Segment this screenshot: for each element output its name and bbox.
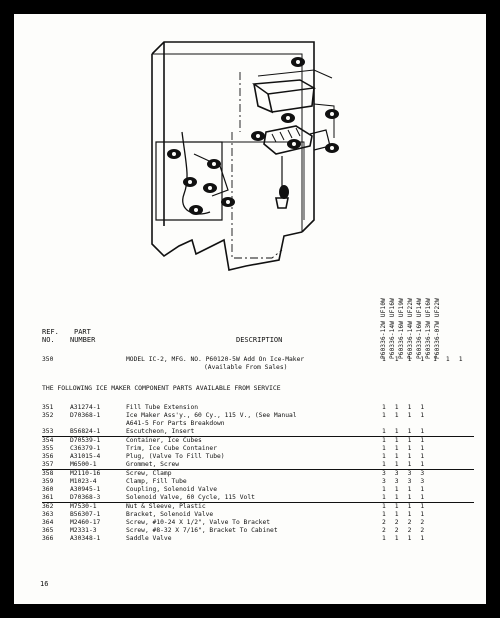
table-row [14, 511, 486, 519]
description: Fill Tube Extension [126, 404, 199, 411]
part-number: B56824-1 [70, 428, 101, 435]
ice-maker-exploded-diagram [14, 14, 486, 284]
description: Escutcheon, Insert [126, 428, 195, 435]
quantities: 3 3 3 3 [382, 470, 427, 477]
quantities: 1 1 1 1 [382, 453, 427, 460]
quantities: 1 1 1 1 [382, 428, 427, 435]
ref-no: 366 [42, 535, 54, 542]
description: A641-5 For Parts Breakdown [126, 420, 225, 427]
table-row [14, 486, 486, 494]
quantities: 1 1 1 1 [382, 437, 427, 444]
table-row [14, 461, 486, 469]
ref-no: 356 [42, 453, 54, 460]
description: MODEL IC-2, MFG. NO. P60120-5W Add On Ice-Maker [126, 356, 305, 363]
description: Trim, Ice Cube Container [126, 445, 217, 452]
description: Grommet, Screw [126, 461, 180, 468]
description: Screw, Clamp [126, 470, 172, 477]
part-number: M1023-4 [70, 478, 97, 485]
ref-no: 361 [42, 494, 54, 501]
model-column-6: P60336-13W UF16W [425, 298, 432, 359]
ref-no: 365 [42, 527, 54, 534]
part-number: M6500-1 [70, 461, 97, 468]
part-number: C36379-1 [70, 445, 101, 452]
part-header-line1: PART [74, 328, 91, 336]
table-row [14, 445, 486, 453]
model-column-5: P60336-16W UF14W [416, 298, 423, 359]
table-row [14, 519, 486, 527]
part-header-line2: NUMBER [70, 336, 96, 344]
description: Nut & Sleeve, Plastic [126, 503, 206, 510]
ref-no: 360 [42, 486, 54, 493]
ref-no: 354 [42, 437, 54, 444]
table-row [14, 453, 486, 461]
description: Screw, #10-24 X 1/2", Valve To Bracket [126, 519, 271, 526]
quantities: 3 3 3 3 [382, 478, 427, 485]
quantities: 1 1 1 1 [382, 511, 427, 518]
ref-no: 350 [42, 356, 54, 363]
quantities: 2 2 2 2 [382, 519, 427, 526]
description: Coupling, Solenoid Valve [126, 486, 217, 493]
quantities: 1 1 1 1 [382, 461, 427, 468]
part-number: M7530-1 [70, 503, 97, 510]
section-heading: THE FOLLOWING ICE MAKER COMPONENT PARTS AVAILABLE FROM SERVICE [42, 384, 281, 392]
part-number: D70368-3 [70, 494, 101, 501]
ref-no: 355 [42, 445, 54, 452]
table-row [14, 535, 486, 543]
ref-header-line2: NO. [42, 336, 55, 344]
description: Container, Ice Cubes [126, 437, 202, 444]
description: Bracket, Solenoid Valve [126, 511, 214, 518]
table-row [14, 494, 486, 502]
description: Plug, (Valve To Fill Tube) [126, 453, 225, 460]
model-column-1: P60336-12W UF10W [380, 298, 387, 359]
ref-no: 362 [42, 503, 54, 510]
table-row [14, 420, 486, 428]
table-row [14, 470, 486, 478]
ref-header-line1: REF. [42, 328, 59, 336]
quantities: 1 1 1 1 [382, 535, 427, 542]
quantities: 1 1 1 1 [382, 445, 427, 452]
table-row [14, 428, 486, 436]
ref-no: 351 [42, 404, 54, 411]
model-column-4: P60336-14W UF22W [407, 298, 414, 359]
description: Clamp, Fill Tube [126, 478, 187, 485]
ref-no: 364 [42, 519, 54, 526]
quantities: 1 1 1 1 1 1 1 [382, 356, 466, 363]
table-row [14, 478, 486, 486]
description-header: DESCRIPTION [236, 336, 283, 344]
quantities: 1 1 1 1 [382, 486, 427, 493]
description: Saddle Valve [126, 535, 172, 542]
ref-no: 363 [42, 511, 54, 518]
model-column-7: P60336-07W UF22W [434, 298, 441, 359]
table-row [14, 412, 486, 420]
part-number: B56307-1 [70, 511, 101, 518]
table-row [14, 404, 486, 412]
part-number: M2110-16 [70, 470, 101, 477]
part-number: A31015-4 [70, 453, 101, 460]
quantities: 2 2 2 2 [382, 527, 427, 534]
page-number: 16 [40, 580, 49, 588]
ref-no: 353 [42, 428, 54, 435]
ref-no: 359 [42, 478, 54, 485]
quantities: 1 1 1 1 [382, 404, 427, 411]
part-number: A30348-1 [70, 535, 101, 542]
part-number: M2331-3 [70, 527, 97, 534]
part-number: M2460-17 [70, 519, 101, 526]
model-column-2: P60336-14W UF16W [389, 298, 396, 359]
ref-no: 352 [42, 412, 54, 419]
parts-list-sheet [14, 14, 486, 604]
part-number: D70539-1 [70, 437, 101, 444]
ref-no: 358 [42, 470, 54, 477]
model-column-3: P60336-16W UF19W [398, 298, 405, 359]
description: Solenoid Valve, 60 Cycle, 115 Volt [126, 494, 255, 501]
description: (Available From Sales) [204, 364, 288, 371]
table-row [14, 527, 486, 535]
part-number: A30945-1 [70, 486, 101, 493]
quantities: 1 1 1 1 [382, 494, 427, 501]
part-number: D70368-1 [70, 412, 101, 419]
quantities: 1 1 1 1 [382, 412, 427, 419]
part-number: A31274-1 [70, 404, 101, 411]
description: Screw, #8-32 X 7/16", Bracket To Cabinet [126, 527, 278, 534]
description: Ice Maker Ass'y., 60 Cy., 115 V., (See Manual [126, 412, 297, 419]
table-row [14, 356, 486, 364]
quantities: 1 1 1 1 [382, 503, 427, 510]
table-row [14, 503, 486, 511]
ref-no: 357 [42, 461, 54, 468]
table-row [14, 364, 486, 372]
table-row [14, 437, 486, 445]
